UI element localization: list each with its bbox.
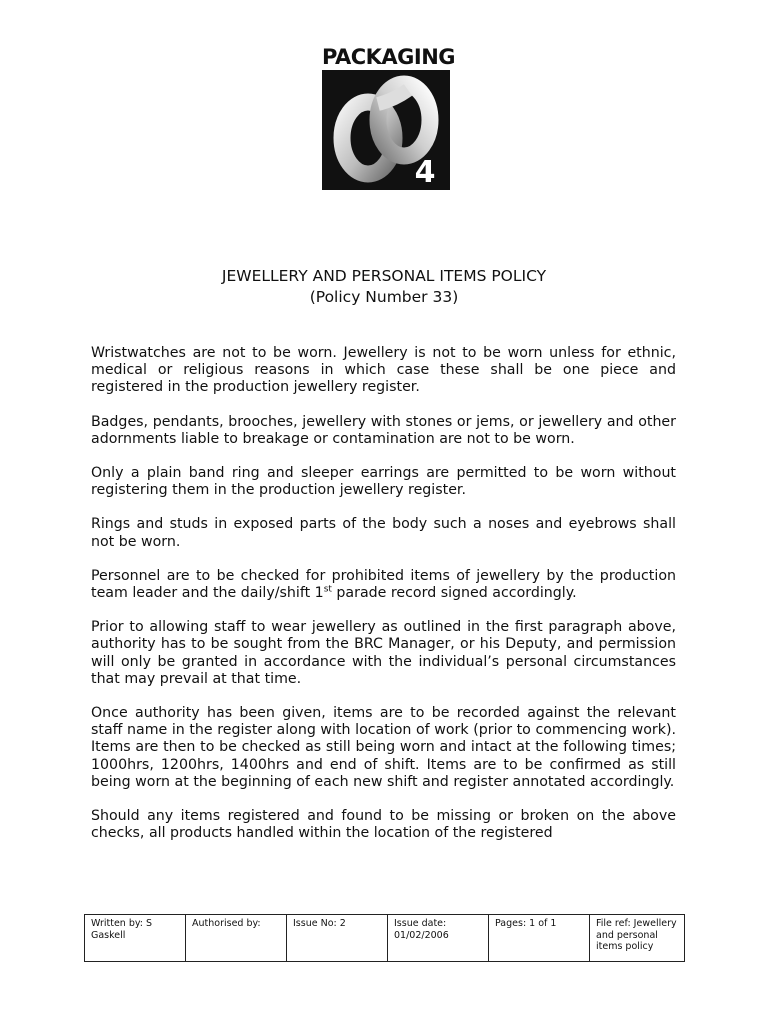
policy-number: (Policy Number 33) [309,288,459,306]
ordinal-suffix: st [323,584,332,595]
written-by-cell: Written by: S Gaskell [85,915,186,962]
issue-date-label: Issue date: [394,918,447,929]
logo-number: 4 [414,155,436,190]
paragraph-authority: Prior to allowing staff to wear jewellery as outlined in the first paragraph above, authority has to be sought from the BRC Manager, or his Deputy, and permission will only be granted in accordance with the individual’s personal circumstances that may prevail at that time. [91,619,676,687]
authorised-by-cell: Authorised by: [186,915,287,962]
policy-body [91,345,676,859]
file-ref-cell: File ref: Jewellery and personal items policy [590,915,685,962]
document-control-table [84,914,685,962]
paragraph-checks [91,568,676,602]
paragraph-missing-items: Should any items registered and found to be missing or broken on the above checks, all products handled within the location of the registered [91,808,676,842]
document-title [0,266,768,308]
paragraph-recording: Once authority has been given, items are to be recorded against the relevant staff name in the register along with location of work (prior to commencing work). Items are then to be checked as still being worn and intact at the following times; 1000hrs, 1200hrs, 1400hrs and end of shift. Items are to be confirmed as still being worn at the beginning of each new shift and register annotated accordingly. [91,705,676,790]
paragraph-checks-text: Personnel are to be checked for prohibited items of jewellery by the production team leader and the daily/shift 1 [91,567,676,602]
paragraph-permitted-items: Only a plain band ring and sleeper earrings are permitted to be worn without registering them in the production jewellery register. [91,465,676,499]
paragraph-checks-text-end: parade record signed accordingly. [331,585,577,602]
logo-wordmark: PACKAGING [322,45,456,69]
company-logo [322,44,456,190]
paragraph-watches: Wristwatches are not to be worn. Jewellery is not to be worn unless for ethnic, medical or religious reasons in which case these shall be one piece and registered in the production jewellery register. [91,345,676,396]
policy-title: JEWELLERY AND PERSONAL ITEMS POLICY [221,267,547,285]
issue-date-value: 01/02/2006 [394,929,449,941]
paragraph-adornments: Badges, pendants, brooches, jewellery with stones or jems, or jewellery and other adornments liable to breakage or contamination are not to be worn. [91,413,676,447]
issue-no-cell: Issue No: 2 [287,915,388,962]
pages-cell: Pages: 1 of 1 [489,915,590,962]
issue-date-cell [388,915,489,962]
table-row [85,915,685,962]
paragraph-rings-studs: Rings and studs in exposed parts of the body such a noses and eyebrows shall not be worn. [91,516,676,550]
logo-emblem [322,70,450,190]
